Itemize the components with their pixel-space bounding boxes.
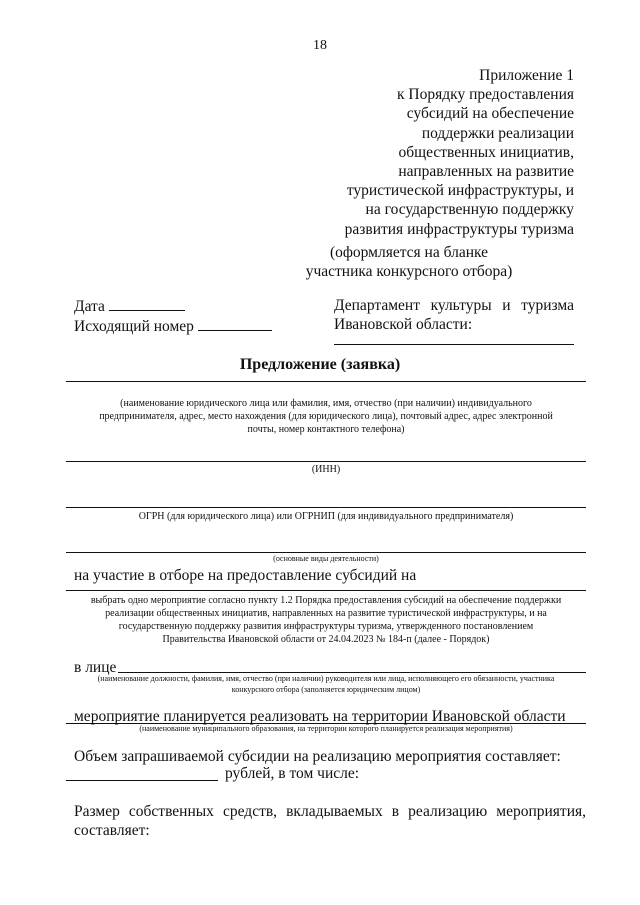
note-line: (оформляется на бланке <box>329 244 489 261</box>
hint-line: государственную поддержку развития инфраструктуры туризма, утвержденного постановлением <box>118 621 534 632</box>
hint-line: (наименование юридического лица или фамилия, имя, отчество (при наличии) индивидуального <box>120 398 532 409</box>
note-line: участника конкурсного отбора) <box>305 263 513 281</box>
hint-line: Правительства Ивановской области от 24.04.2023 № 184-п (далее - Порядок) <box>162 634 490 645</box>
subsidy-suffix: рублей, в том числе: <box>225 765 360 782</box>
appendix-line: направленных на развитие <box>398 163 574 181</box>
person-label: в лице <box>74 659 117 676</box>
ogrn-hint: ОГРН (для юридического лица) или ОГРНИП (для индивидуального предпринимателя) <box>138 511 514 522</box>
form-title: Предложение (заявка) <box>239 356 401 373</box>
participation-text: на участие в отборе на предоставление субсидий на <box>74 567 417 584</box>
appendix-line: развития инфраструктуры туризма <box>344 220 574 238</box>
applicant-hint <box>66 397 586 436</box>
date-field[interactable] <box>109 296 185 311</box>
hint-line: предпринимателя, адрес, место нахождения (для юридического лица), почтовый адрес, адрес электронной <box>99 411 553 422</box>
subsidy-amount-field[interactable] <box>66 780 218 781</box>
addressee-block <box>334 296 574 334</box>
outgoing-number-field[interactable] <box>198 316 272 331</box>
hint-line: (наименование должности, фамилия, имя, отчество (при наличии) руководителя или лица, исполняющего его обязанности, участника <box>97 674 555 683</box>
addressee-field-line[interactable] <box>334 344 574 345</box>
addressee-word: Департамент <box>334 297 420 314</box>
hint-line: реализации общественных инициатив, направленных на развитие туристической инфраструктуры, и на <box>105 608 547 619</box>
appendix-line: туристической инфраструктуры, и <box>346 182 574 200</box>
subsidy-text: Объем запрашиваемой субсидии на реализацию мероприятия составляет: <box>74 748 561 765</box>
inn-hint: (ИНН) <box>311 464 341 475</box>
addressee-word: туризма <box>521 297 574 314</box>
appendix-line: поддержки реализации <box>421 124 574 142</box>
appendix-header <box>244 66 574 239</box>
appendix-line: на государственную поддержку <box>365 201 574 219</box>
page-number: 18 <box>313 38 327 53</box>
appendix-line: субсидий на обеспечение <box>406 105 574 123</box>
date-label: Дата <box>74 298 105 315</box>
territory-hint: (наименование муниципального образования, на территории которого планируется реализация мероприятия) <box>139 724 513 733</box>
person-hint <box>66 673 586 695</box>
addressee-word: и <box>502 297 511 314</box>
hint-line: почты, номер контактного телефона) <box>247 424 405 435</box>
own-funds-line: Размер собственных средств, вкладываемых в реализацию мероприятия, <box>74 803 586 820</box>
addressee-word: культуры <box>430 297 492 314</box>
outgoing-number-label: Исходящий номер <box>74 318 194 336</box>
meta-block <box>74 296 272 336</box>
hint-line: выбрать одно мероприятие согласно пункту 1.2 Порядка предоставления субсидий на обеспечение поддержки <box>90 595 562 606</box>
applicant-field-line[interactable] <box>66 381 586 382</box>
own-funds-line: составляет: <box>74 822 150 839</box>
appendix-line: Приложение 1 <box>479 67 574 84</box>
territory-text: мероприятие планируется реализовать на территории Ивановской области <box>74 708 566 725</box>
ogrn-field-line[interactable] <box>66 507 586 508</box>
inn-field-line[interactable] <box>66 461 586 462</box>
hint-line: конкурсного отбора (заполняется юридическим лицом) <box>231 685 421 694</box>
event-field-line[interactable] <box>66 590 586 591</box>
appendix-line: общественных инициатив, <box>398 143 574 161</box>
letterhead-note <box>244 243 574 281</box>
appendix-line: к Порядку предоставления <box>397 86 574 104</box>
addressee-line: Ивановской области: <box>334 316 473 334</box>
event-hint <box>66 594 586 646</box>
activities-hint: (основные виды деятельности) <box>273 554 379 563</box>
